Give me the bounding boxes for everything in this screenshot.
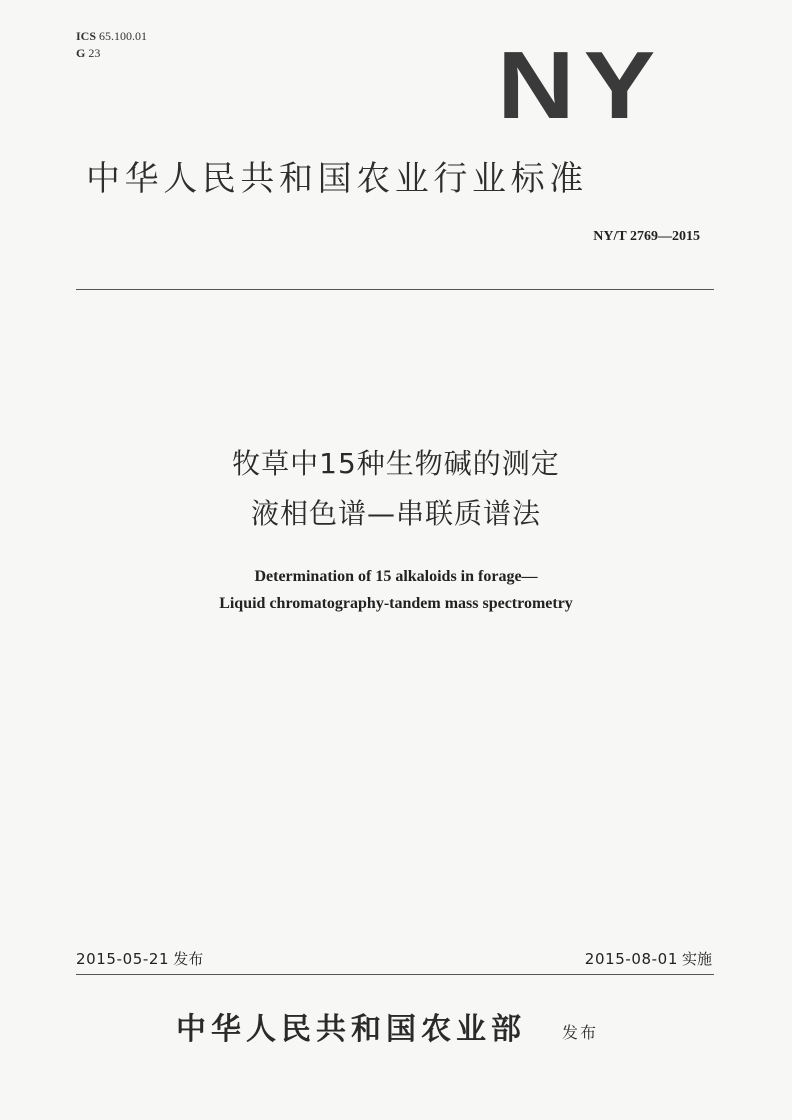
title-cn-line2: 液相色谱—串联质谱法 (250, 497, 541, 530)
implemented-date-block (585, 948, 712, 970)
standard-number: NY/T 2769—2015 (593, 229, 700, 244)
bottom-divider (76, 974, 714, 975)
ny-logo: NY (496, 32, 664, 139)
issuer-label: 发布 (562, 1023, 599, 1042)
top-divider (76, 289, 714, 290)
ics-code (76, 28, 147, 45)
issued-label: 发布 (173, 950, 204, 968)
title-cn-line1: 牧草中15种生物碱的测定 (232, 447, 560, 480)
class-code (76, 45, 147, 62)
title-en-line2: Liquid chromatography-tandem mass spectrometry (219, 595, 573, 612)
classification-codes (76, 28, 147, 62)
issuer-name: 中华人民共和国农业部 (176, 1012, 526, 1047)
class-label: G (76, 46, 86, 60)
issued-date-block (76, 948, 203, 970)
standard-category: 中华人民共和国农业行业标准 (86, 159, 588, 199)
ics-label: ICS (76, 29, 97, 43)
issued-date: 2015-05-21 (76, 950, 170, 968)
implemented-date: 2015-08-01 (584, 950, 678, 968)
implemented-label: 实施 (681, 950, 712, 968)
title-en-line1: Determination of 15 alkaloids in forage— (254, 568, 538, 585)
class-value: 23 (88, 46, 101, 60)
ics-value: 65.100.01 (99, 29, 148, 43)
